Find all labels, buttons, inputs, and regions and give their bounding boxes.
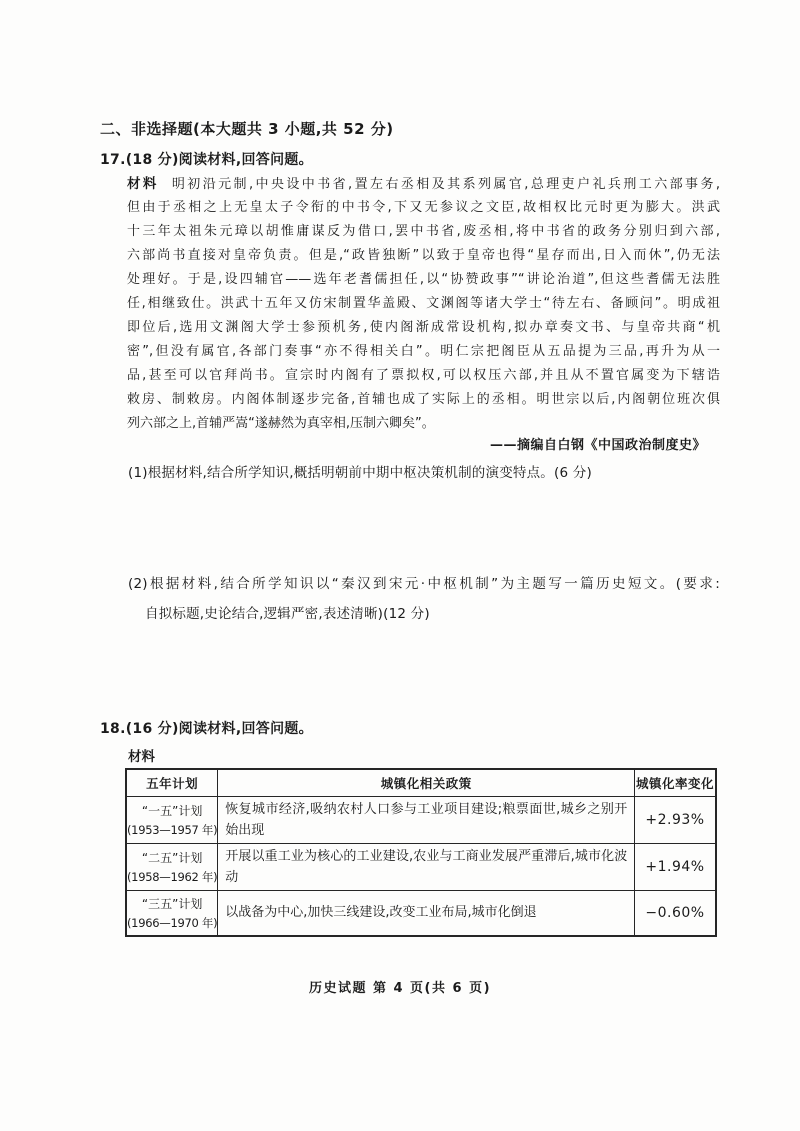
material-line: 六部尚书直接对皇帝负责。但是,“政皆独断”以致于皇帝也得“星存而出,日入而休”,仍无法 <box>127 248 720 263</box>
source-attribution: ——摘编自白钢《中国政治制度史》 <box>489 438 706 453</box>
policy-cell: 开展以重工业为核心的工业建设,农业与工商业发展严重滞后,城市化波动 <box>218 843 635 890</box>
plan-name: “一五”计划 <box>141 803 203 818</box>
material-line-text: 明初沿元制,中央设中书省,置左右丞相及其系列属官,总理吏户礼兵刑工六部事务, <box>171 177 721 192</box>
header-urbanization-rate-change: 城镇化率变化 <box>635 769 716 796</box>
page-footer: 历史试题 第 4 页(共 6 页) <box>308 981 492 996</box>
plan-years: (1953—1957 年) <box>127 822 218 837</box>
plan-years: (1966—1970 年) <box>127 915 218 930</box>
table-row <box>126 843 716 890</box>
table-row <box>126 796 716 843</box>
section-heading: 二、非选择题(本大题共 3 小题,共 52 分) <box>100 120 394 138</box>
material-line: 品,甚至可以官拜尚书。宣宗时内阁有了票拟权,可以权压六部,并且从不置官属变为下辖诰 <box>127 368 720 383</box>
rate-change-cell: +1.94% <box>635 843 716 890</box>
urbanization-table <box>125 768 717 937</box>
material-line: 敕房、制敕房。内阁体制逐步完备,首辅也成了实际上的丞相。明世宗以后,内阁朝位班次俱 <box>127 392 720 407</box>
rate-change-cell: −0.60% <box>635 890 716 936</box>
material-label: 材料 <box>128 749 155 765</box>
header-urbanization-policy: 城镇化相关政策 <box>218 769 635 796</box>
table-header-row <box>126 769 716 796</box>
table-row <box>126 890 716 936</box>
material-line: 任,相继致仕。洪武十五年又仿宋制置华盖殿、文渊阁等诸大学士“待左右、备顾问”。明成祖 <box>127 296 720 311</box>
material-line: 即位后,选用文渊阁大学士参预机务,使内阁渐成常设机构,拟办章奏文书、与皇帝共商“机 <box>127 320 720 335</box>
material-17-paragraph <box>127 172 720 436</box>
material-line: 列六部之上,首辅严嵩“遂赫然为真宰相,压制六卿矣”。 <box>127 416 435 431</box>
policy-cell: 以战备为中心,加快三线建设,改变工业布局,城市化倒退 <box>218 890 635 936</box>
material-label: 材料 <box>127 176 159 192</box>
header-five-year-plan: 五年计划 <box>126 769 218 796</box>
plan-cell <box>126 890 218 936</box>
material-line <box>127 172 720 196</box>
material-line: 密”,但没有属官,各部门奏事“亦不得相关白”。明仁宗把阁臣从五品提为三品,再升为从一 <box>127 344 720 359</box>
rate-change-cell: +2.93% <box>635 796 716 843</box>
plan-name: “二五”计划 <box>141 850 203 865</box>
question-17-part2-line2: 自拟标题,史论结合,逻辑严密,表述清晰)(12 分) <box>145 606 430 622</box>
question-17-part1: (1)根据材料,结合所学知识,概括明朝前中期中枢决策机制的演变特点。(6 分) <box>128 465 592 481</box>
policy-cell: 恢复城市经济,吸纳农村人口参与工业项目建设;粮票面世,城乡之别开始出现 <box>218 796 635 843</box>
material-line: 十三年太祖朱元璋以胡惟庸谋反为借口,罢中书省,废丞相,将中书省的政务分别归到六部, <box>127 224 720 239</box>
plan-years: (1958—1962 年) <box>127 869 218 884</box>
plan-cell <box>126 843 218 890</box>
question-17-part2-line1: (2)根据材料,结合所学知识以“秦汉到宋元·中枢机制”为主题写一篇历史短文。(要求: <box>128 576 720 592</box>
material-line: 但由于丞相之上无皇太子令衔的中书令,下又无参议之文臣,故相权比元时更为膨大。洪武 <box>127 200 720 215</box>
question-18-heading: 18.(16 分)阅读材料,回答问题。 <box>100 721 313 737</box>
plan-name: “三五”计划 <box>141 896 203 911</box>
material-line: 处理好。于是,设四辅官——选年老耆儒担任,以“协赞政事”“讲论治道”,但这些耆儒无法胜 <box>127 272 720 287</box>
question-17-heading: 17.(18 分)阅读材料,回答问题。 <box>100 152 313 168</box>
plan-cell <box>126 796 218 843</box>
